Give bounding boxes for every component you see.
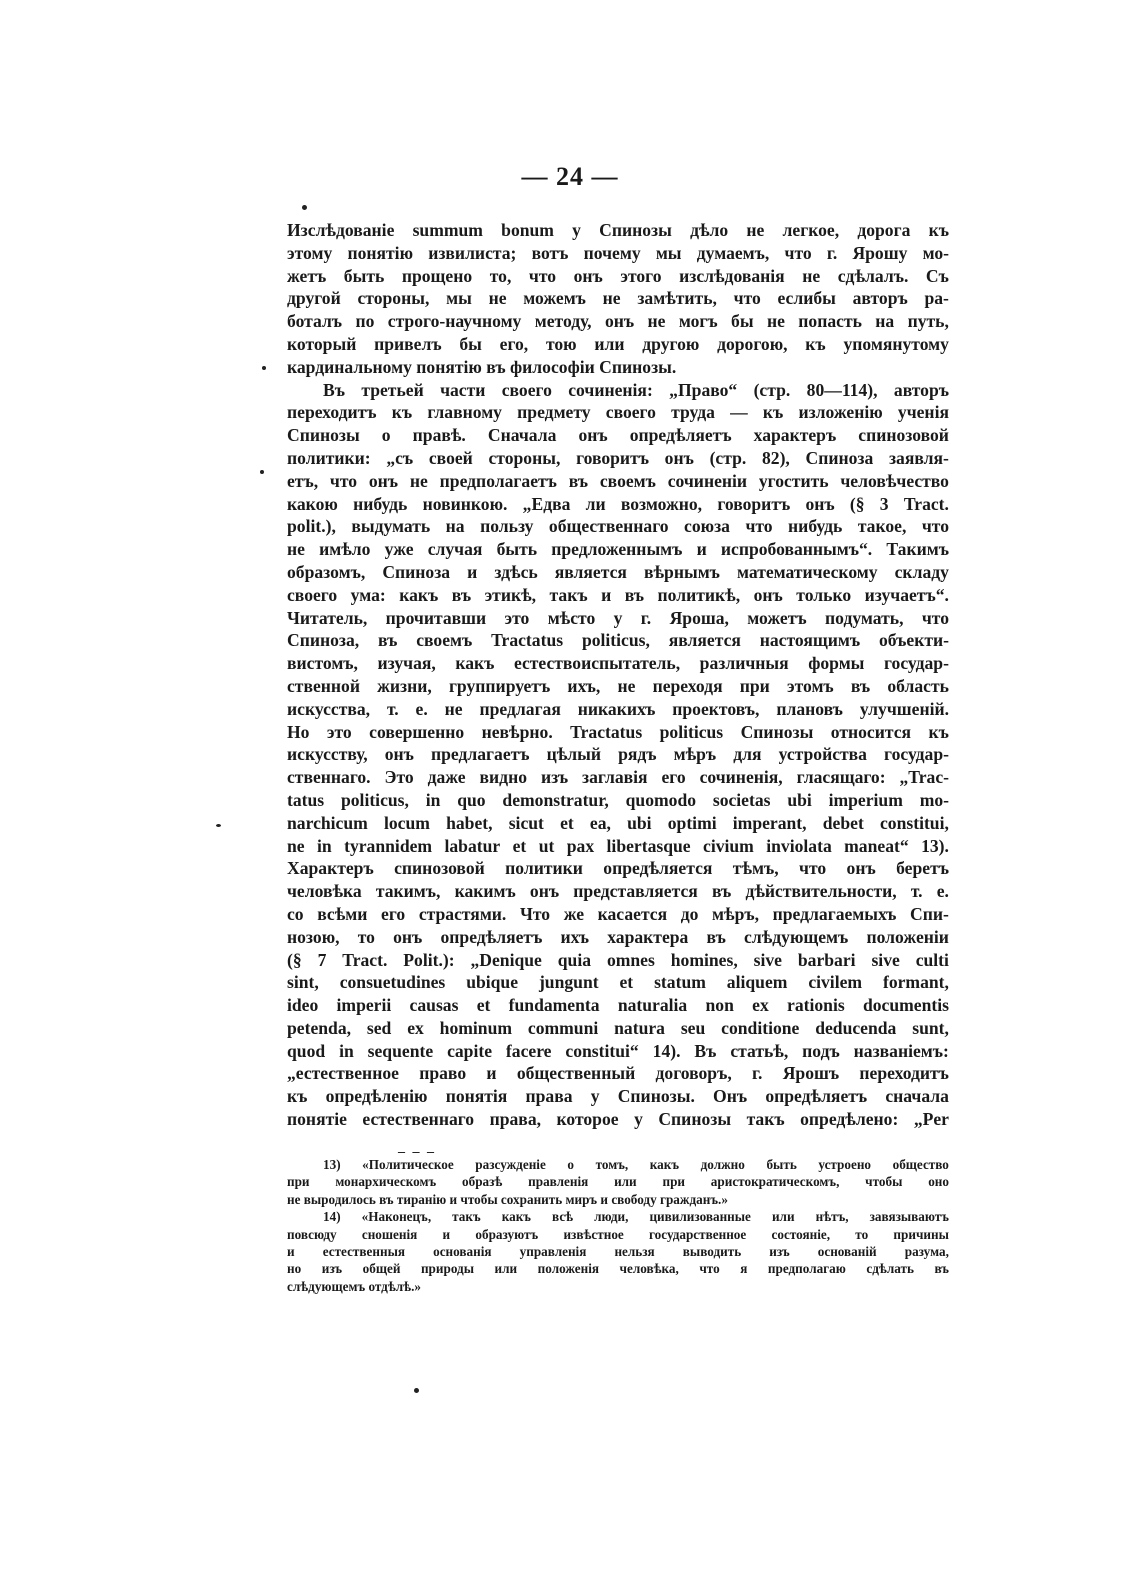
footnotes: [287, 1156, 949, 1295]
footnote-line: и естественныя основанія управленія нельзя выводить изъ основаній разума,: [287, 1243, 949, 1259]
text-line: человѣка такимъ, какимъ онъ представляется въ дѣйствительности, т. е.: [287, 881, 949, 902]
print-speck: [302, 205, 307, 210]
text-line: другой стороны, мы не можемъ не замѣтить, что еслибы авторъ ра-: [287, 288, 949, 309]
text-line: sint, consuetudines ubique jungunt et statum aliquem civilem formant,: [287, 972, 949, 993]
text-line: со всѣми его страстями. Что же касается до мѣръ, предлагаемыхъ Спи-: [287, 903, 949, 924]
text-line: къ опредѣленію понятія права у Спинозы. Онъ опредѣляетъ сначала: [287, 1086, 949, 1107]
footnote-line: при монархическомъ образѣ правленія или при аристократическомъ, чтобы оно: [287, 1174, 949, 1190]
text-line: который привелъ бы его, тою или другою дорогою, къ упомянутому: [287, 333, 949, 354]
footnote-separator: _ _ _: [398, 1140, 436, 1155]
print-speck: [262, 366, 266, 370]
text-line: Характеръ спинозовой политики опредѣляется тѣмъ, что онъ беретъ: [287, 858, 949, 879]
text-line: Спинозы о правѣ. Сначала онъ опредѣляетъ характеръ спинозовой: [287, 425, 949, 446]
text-line: кардинальному понятію въ философіи Спинозы.: [287, 356, 677, 377]
text-line: Въ третьей части своего сочиненія: „Право“ (стр. 80—114), авторъ: [323, 379, 949, 400]
text-line: (§ 7 Tract. Polit.): „Denique quia omnes homines, sive barbari sive culti: [287, 949, 949, 970]
print-speck: [260, 470, 264, 474]
text-line: Но это совершенно невѣрно. Tractatus politicus Спинозы относится къ: [287, 721, 949, 742]
footnote-line: 14) «Наконецъ, такъ какъ всѣ люди, цивилизованные или нѣтъ, завязываютъ: [323, 1209, 949, 1225]
print-speck: [414, 1388, 419, 1393]
text-line: quod in sequente capite facere constitui“ 14). Въ статьѣ, подъ названіемъ:: [287, 1040, 949, 1061]
text-line: вистомъ, изучая, какъ естествоиспытатель, различныя формы государ-: [287, 653, 949, 674]
footnote-line: не выродилось въ тиранію и чтобы сохранить миръ и свободу гражданъ.»: [287, 1191, 728, 1207]
text-line: не имѣло уже случая быть предложеннымъ и испробованнымъ“. Такимъ: [287, 539, 949, 560]
page-number: — 24 —: [521, 162, 619, 191]
text-line: этому понятію извилиста; вотъ почему мы думаемъ, что г. Ярошу мо-: [287, 242, 949, 263]
print-speck: [216, 824, 221, 827]
text-line: Читатель, прочитавши это мѣсто у г. Яроша, можетъ подумать, что: [287, 607, 949, 628]
text-line: narchicum locum habet, sicut et ea, ubi optimi imperant, debet constitui,: [287, 812, 949, 833]
text-line: своего ума: какъ въ этикѣ, такъ и въ политикѣ, онъ только изучаетъ“.: [287, 584, 949, 605]
text-line: переходитъ къ главному предмету своего труда — къ изложенію ученія: [287, 402, 949, 423]
text-line: ne in tyrannidem labatur et ut pax libertasque civium inviolata maneat“ 13).: [287, 835, 949, 856]
text-line: боталъ по строго-научному методу, онъ не могъ бы не попасть на путь,: [287, 311, 949, 332]
text-line: какою нибудь новинкою. „Едва ли возможно, говоритъ онъ (§ 3 Tract.: [287, 493, 949, 514]
text-line: ственной жизни, группируетъ ихъ, не переходя при этомъ въ область: [287, 675, 949, 696]
text-line: petenda, sed ex hominum communi natura seu conditione deducenda sunt,: [287, 1017, 949, 1038]
text-line: polit.), выдумать на пользу общественнаго союза что нибудь такое, что: [287, 516, 949, 537]
footnote-line: но изъ общей природы или положенія человѣка, что я предполагаю сдѣлать въ: [287, 1261, 949, 1277]
text-line: Спиноза, въ своемъ Tractatus politicus, является настоящимъ объекти-: [287, 630, 949, 651]
text-line: ideo imperii causas et fundamenta naturalia non ex rationis documentis: [287, 995, 949, 1016]
text-line: жетъ быть прощено то, что онъ этого изслѣдованія не сдѣлалъ. Съ: [287, 265, 949, 286]
text-line: политики: „съ своей стороны, говоритъ онъ (стр. 82), Спиноза заявля-: [287, 447, 949, 468]
text-line: нозою, то онъ опредѣляетъ ихъ характера въ слѣдующемъ положеніи: [287, 926, 949, 947]
footnote-line: 13) «Политическое разсужденіе о томъ, какъ должно быть устроено общество: [323, 1157, 949, 1172]
text-line: Изслѣдованіе summum bonum у Спинозы дѣло не легкое, дорога къ: [287, 220, 949, 240]
text-line: искусства, т. е. не предлагая никакихъ проектовъ, плановъ улучшеній.: [287, 698, 949, 719]
text-line: tatus politicus, in quo demonstratur, quomodo societas ubi imperium mo-: [287, 789, 949, 810]
text-line: понятіе естественнаго права, которое у Спинозы такъ опредѣлено: „Per: [287, 1109, 949, 1130]
text-line: етъ, что онъ не предполагаетъ въ своемъ сочиненіи угостить человѣчество: [287, 470, 949, 491]
footnote-line: повсюду сношенія и образуютъ извѣстное государственное состояніе, то причины: [287, 1226, 949, 1242]
text-line: образомъ, Спиноза и здѣсь является вѣрнымъ математическому складу: [287, 561, 949, 582]
text-line: ственнаго. Это даже видно изъ заглавія его сочиненія, гласящаго: „Trac-: [287, 767, 949, 788]
footnote-line: слѣдующемъ отдѣлѣ.»: [287, 1278, 421, 1294]
text-line: „естественное право и общественный договоръ, г. Ярошъ переходитъ: [287, 1063, 949, 1084]
text-line: искусству, онъ предлагаетъ цѣлый рядъ мѣръ для устройства государ-: [287, 744, 949, 765]
body-text: [287, 219, 949, 1131]
